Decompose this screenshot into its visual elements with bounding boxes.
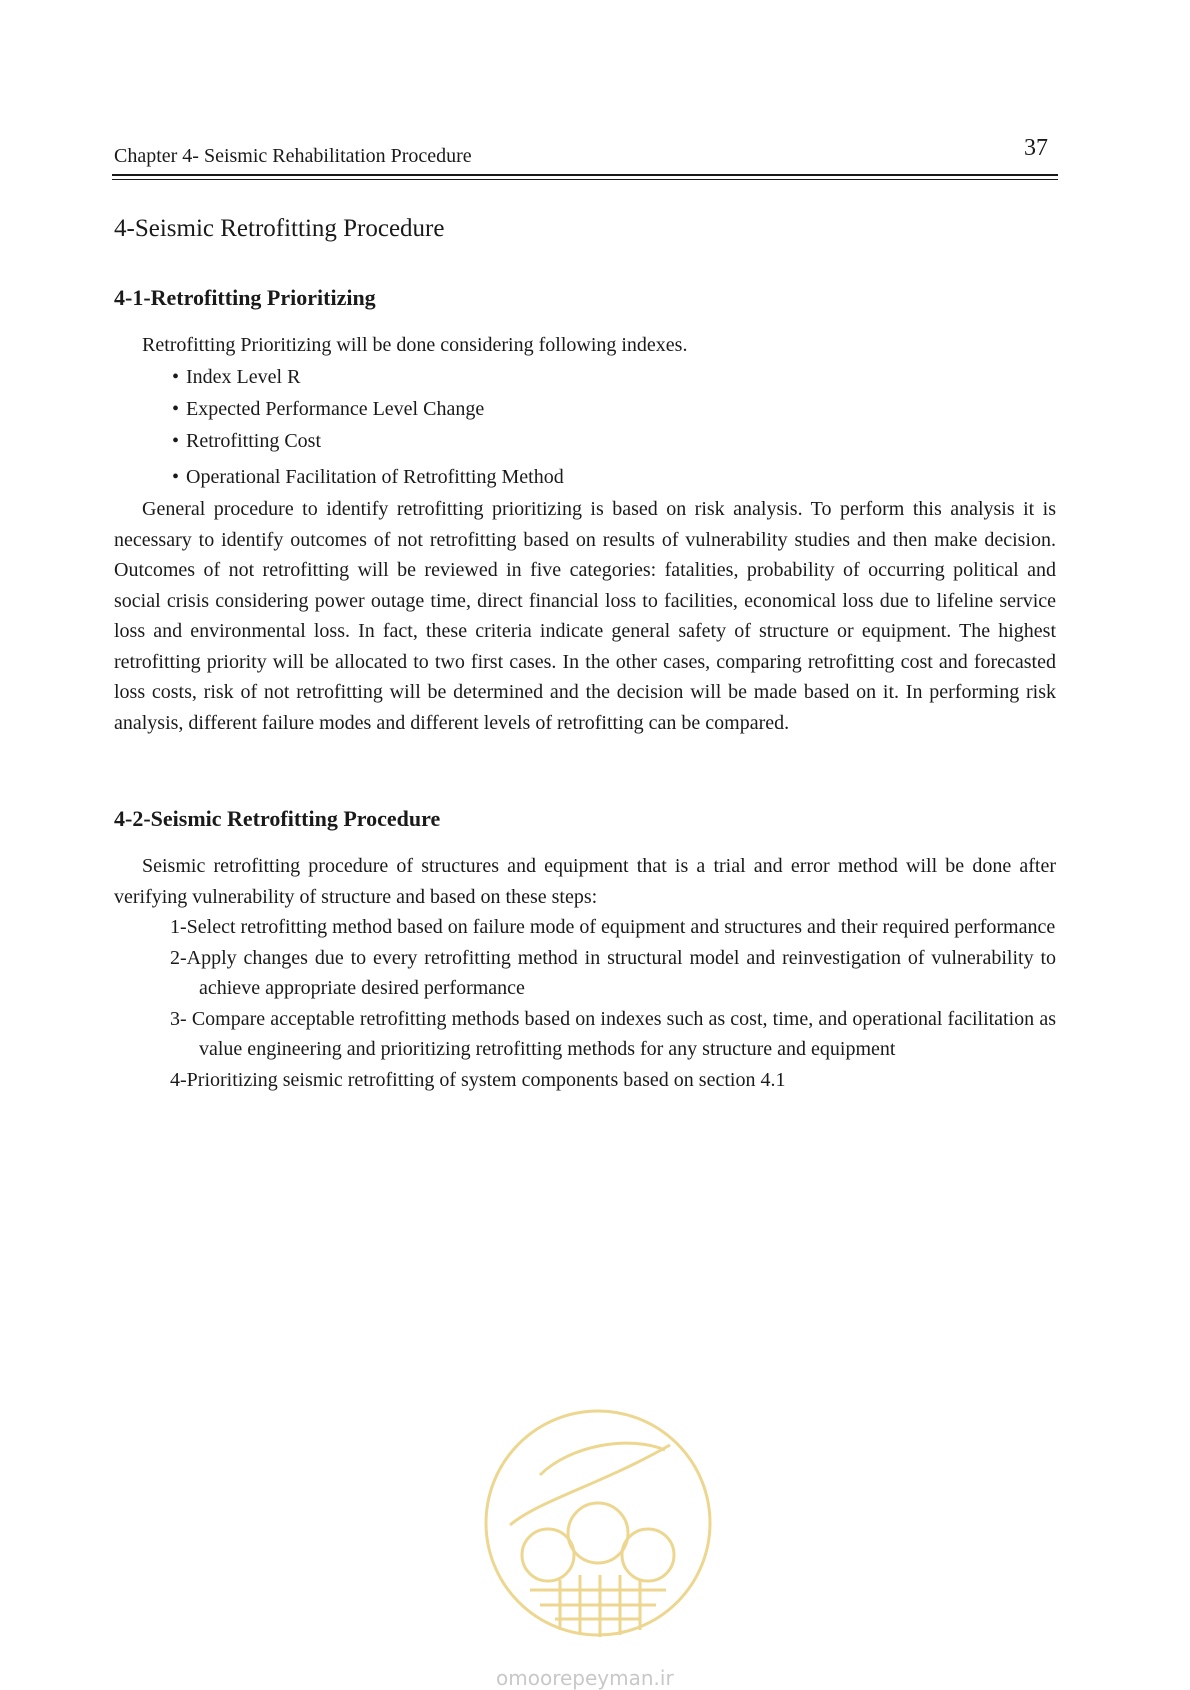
bullet-item: • Operational Facilitation of Retrofitting Method — [172, 461, 564, 493]
bullet-icon: • — [172, 430, 180, 452]
header-rule-thin — [112, 179, 1058, 180]
website-watermark: omoorepeyman.ir — [496, 1666, 674, 1690]
bullet-item: • Retrofitting Cost — [172, 425, 564, 457]
page-number: 37 — [1024, 135, 1048, 161]
subsection-2-title: 4-2-Seismic Retrofitting Procedure — [114, 806, 441, 831]
chapter-title: Chapter 4- Seismic Rehabilitation Procedure — [114, 145, 472, 167]
bullet-icon: • — [172, 398, 180, 420]
step-item: 4-Prioritizing seismic retrofitting of system components based on section 4.1 — [170, 1068, 786, 1091]
subsection-1-title: 4-1-Retrofitting Prioritizing — [114, 285, 376, 310]
bullet-item: • Expected Performance Level Change — [172, 393, 564, 425]
subsection-2-intro: Seismic retrofitting procedure of structures and equipment that is a trial and error method will be done after verifying vulnerability of structure and based on these steps: — [114, 855, 1056, 908]
bullet-item: • Index Level R — [172, 361, 564, 393]
index-bullet-list — [172, 361, 564, 493]
bullet-icon: • — [172, 466, 180, 488]
bullet-icon: • — [172, 366, 180, 388]
step-item: 1-Select retrofitting method based on failure mode of equipment and structures and their required performance — [170, 916, 1056, 938]
seal-logo-icon — [480, 1405, 716, 1641]
procedure-steps-list — [170, 912, 1056, 1095]
page-header — [114, 135, 1056, 175]
section-title: 4-Seismic Retrofitting Procedure — [114, 215, 445, 242]
subsection-1-intro: Retrofitting Prioritizing will be done considering following indexes. — [142, 334, 688, 356]
step-item: 3- Compare acceptable retrofitting methods based on indexes such as cost, time, and operational facilitation as value engineering and prioritizing retrofitting methods for any structure and equipment — [170, 1007, 1056, 1060]
header-rule — [112, 174, 1058, 176]
subsection-1-paragraph: General procedure to identify retrofitting prioritizing is based on risk analysis. To perform this analysis it is necessary to identify outcomes of not retrofitting based on results of vulnerability studies and then make decision. Outcomes of not retrofitting will be reviewed in five categories: fatalities, probability of occurring political and social crisis considering power outage time, direct financial loss to facilities, economical loss due to lifeline service loss and environmental loss. In fact, these criteria indicate general safety of structure or equipment. The highest retrofitting priority will be allocated to two first cases. In the other cases, comparing retrofitting cost and forecasted loss costs, risk of not retrofitting will be determined and the decision will be made based on it. In performing risk analysis, different failure modes and different levels of retrofitting can be compared. — [114, 498, 1056, 734]
step-item: 2-Apply changes due to every retrofitting method in structural model and reinvestigation of vulnerability to achieve appropriate desired performance — [170, 946, 1056, 999]
